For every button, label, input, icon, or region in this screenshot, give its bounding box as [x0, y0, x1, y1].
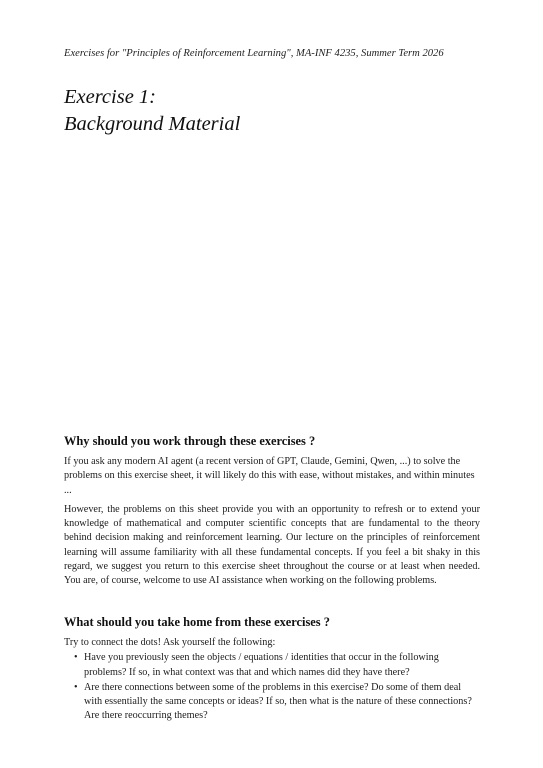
bullet-icon: • — [74, 652, 78, 664]
list-item — [74, 651, 480, 680]
section-why-paragraph-2: However, the problems on this sheet provide you with an opportunity to refresh or to extend your knowledge of mathematical and computer scientific concepts that are fundamental to the theory behind decision making and reinforcement learning. Our lecture on the principles of reinforcement learning will assume familiarity with all these fundamental concepts. If you feel a bit shaky in this regard, we suggest you return to this exercise sheet throughout the course or at least when needed. You are, of course, welcome to use AI assistance when working on the following problems. — [64, 503, 480, 587]
exercise-title-line-2: Background Material — [64, 113, 241, 135]
exercise-title — [64, 84, 240, 138]
section-what — [64, 614, 480, 725]
section-what-intro: Try to connect the dots! Ask yourself the following: — [64, 637, 276, 648]
exercise-title-line-1: Exercise 1: — [64, 86, 157, 108]
list-item-text: Have you previously seen the objects / equations / identities that occur in the following problems? If so, in what context was that and which names did they have there? — [84, 652, 439, 678]
running-header: Exercises for "Principles of Reinforcement Learning", MA-INF 4235, Summer Term 2026 — [64, 48, 444, 59]
question-list — [64, 651, 480, 723]
section-why-heading: Why should you work through these exercises ? — [64, 434, 316, 448]
list-item-text: Are there connections between some of the problems in this exercise? Do some of them deal with essentially the same concepts or ideas? If so, then what is the nature of these connections? Are there reoccurring themes? — [84, 681, 472, 722]
section-what-heading: What should you take home from these exercises ? — [64, 615, 330, 629]
list-item — [74, 681, 480, 724]
section-why — [64, 433, 480, 594]
bullet-icon: • — [74, 681, 78, 693]
section-why-paragraph-1: If you ask any modern AI agent (a recent version of GPT, Claude, Gemini, Qwen, ...) to solve the problems on this exercise sheet, it will likely do this with ease, without mistakes, and within minutes ... — [64, 456, 475, 496]
